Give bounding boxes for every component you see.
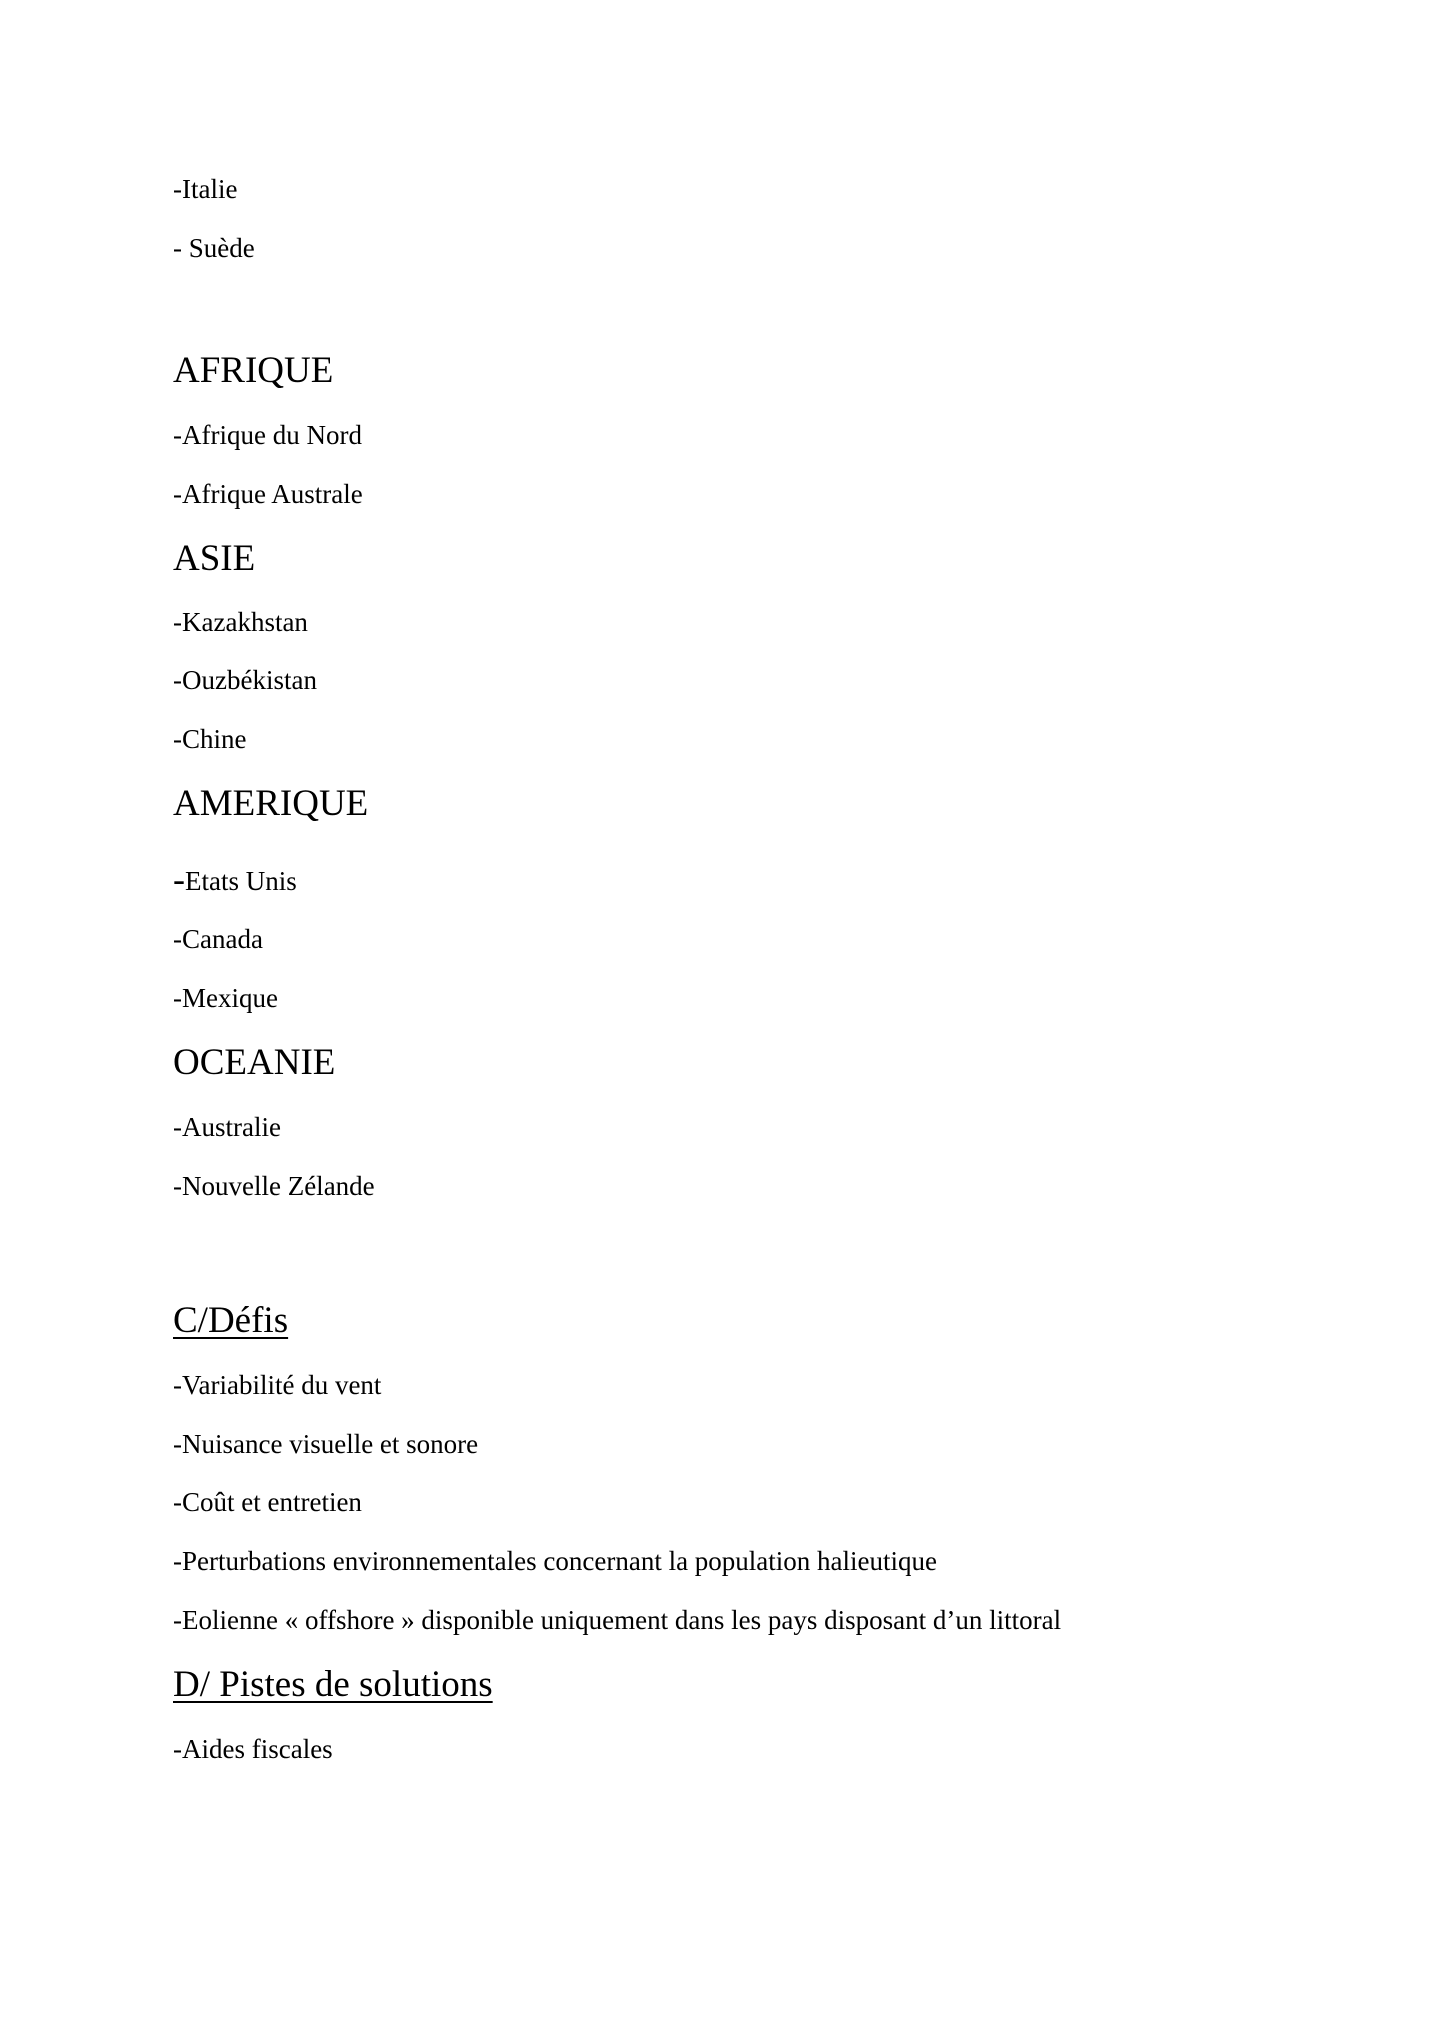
list-item-afrique-du-nord: -Afrique du Nord (173, 420, 362, 450)
list-item-ouzbekistan: -Ouzbékistan (173, 665, 317, 695)
region-heading-oceanie: OCEANIE (173, 1042, 336, 1083)
list-item-afrique-australe: -Afrique Australe (173, 479, 363, 509)
list-item-nuisance: -Nuisance visuelle et sonore (173, 1429, 479, 1459)
section-heading-defis: C/Défis (173, 1300, 289, 1341)
list-item-nouvelle-zelande: -Nouvelle Zélande (173, 1171, 375, 1201)
list-item-kazakhstan: -Kazakhstan (173, 607, 308, 637)
list-item-eolienne-offshore: -Eolienne « offshore » disponible uniquement dans les pays disposant d’un littoral (173, 1605, 1062, 1635)
list-item-variabilite: -Variabilité du vent (173, 1370, 382, 1400)
list-item-etats-unis (173, 861, 297, 897)
list-item-perturbations: -Perturbations environnementales concernant la population halieutique (173, 1546, 938, 1576)
list-item-mexique: -Mexique (173, 983, 278, 1013)
list-dash: - (173, 859, 185, 899)
list-item-chine: -Chine (173, 724, 247, 754)
region-heading-amerique: AMERIQUE (173, 783, 369, 824)
region-heading-asie: ASIE (173, 538, 256, 579)
section-heading-solutions: D/ Pistes de solutions (173, 1664, 493, 1705)
list-item-cout: -Coût et entretien (173, 1487, 362, 1517)
list-item-aides-fiscales: -Aides fiscales (173, 1734, 333, 1764)
list-item-text: Etats Unis (185, 866, 297, 896)
list-item-suede: - Suède (173, 233, 255, 263)
list-item-australie: -Australie (173, 1112, 281, 1142)
list-item-canada: -Canada (173, 924, 263, 954)
list-item-italie: -Italie (173, 174, 238, 204)
region-heading-afrique: AFRIQUE (173, 350, 334, 391)
